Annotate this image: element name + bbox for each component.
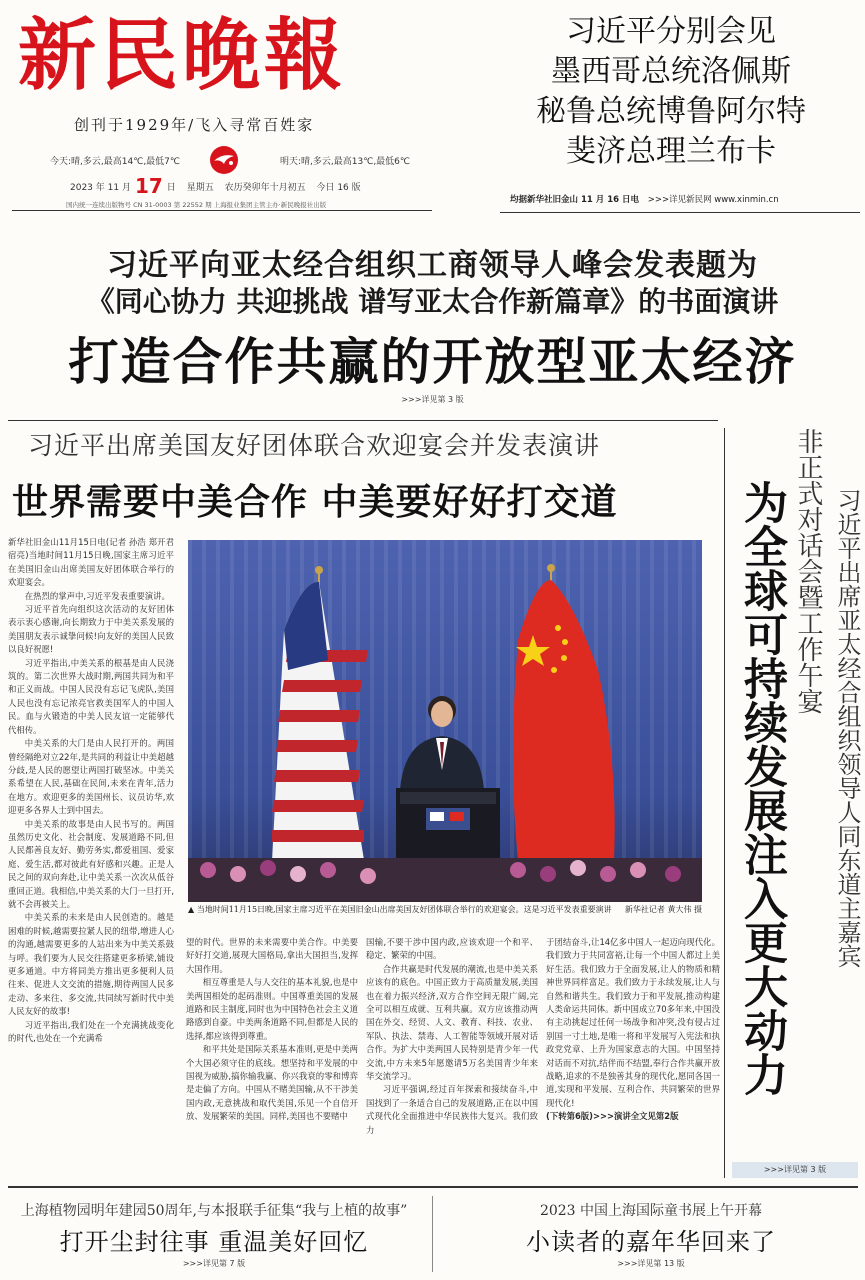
slogan: 创刊于1929年/飞入寻常百姓家 [74,116,315,134]
lunar-date: 农历癸卯年十月初五 [224,183,306,193]
top-right-line: 斐济总理兰布卡 [566,134,776,169]
flower-decoration [188,858,702,902]
article-paragraph: 于团结奋斗,让14亿多中国人一起迈向现代化。我们致力于共同富裕,让每一个中国人都过上美好生活。我们致力于全面发展,让人的物质和精神世界同样富足。我们致力于永续发展,让人与自然和谐共生。我们致力于和平发展,推动构建人类命运共同体。新中国成立70多年来,中国没有主动挑起过任何一场战争和冲突,没有侵占过别国一寸土地,是唯一将和平发展写入宪法和执政党党章、上升为国家意志的大国。中国坚持对话而不对抗,结伴而不结盟,奉行合作共赢开放战略,追求的不是独善其身的现代化,愿同各国一道,实现和平发展、互利合作、共同繁荣的世界现代化! [546,937,720,1108]
lead-divider [8,420,718,421]
article-paragraph: 中美关系的故事是由人民书写的。两国虽然历史文化、社会制度、发展道路不同,但人民都善良友好、勤劳务实,都爱祖国、爱家庭、爱生活,都对彼此有好感和兴趣。正是人民之间的双向奔赴,让中美关系一次次从低谷重回正道。我相信,中美关系的大门一旦打开,就不会再被关上。 [8,818,174,909]
weather-tomorrow: 明天:晴,多云,最高13℃,最低6℃ [280,157,411,167]
story2-subheadline: 习近平出席美国友好团体联合欢迎宴会并发表演讲 [28,431,601,460]
article-paragraph: 望的时代。世界的未来需要中美合作。中美要好好打交道,展现大国格局,拿出大国担当,发挥大国作用。 [186,937,358,974]
credit-source: 均据新华社旧金山 11 月 16 日电 [510,195,639,205]
article-paragraph: 习近平首先向组织这次活动的友好团体表示衷心感谢,向长期致力于中美关系发展的美国朋友表示诚挚问候!向友好的美国人民致以良好祝愿! [8,604,174,655]
article-paragraph: 习近平指出,中美关系的根基是由人民浇筑的。第二次世界大战时期,两国共同为和平和正义而战。中国人民没有忘记飞虎队,美国人民也没有忘记浓亮官救美国军人的中国人民。血与火锻造的中美人民友谊一定能够代代相传。 [8,657,174,735]
caption-text: ▲ 当地时间11月15日晚,国家主席习近平在美国旧金山出席美国友好团体联合举行的欢迎宴会。这是习近平发表重要演讲 [188,905,612,914]
bottom-left-ref[interactable]: >>>详见第 7 版 [182,1259,246,1268]
date-day: 17 [134,174,163,198]
article-paragraph: 和平共处是国际关系基本准则,更是中美两个大国必须守住的底线。想坚持和平发展的中国视为威胁,搞你输我赢、你兴我衰的零和博弈是走偏了方向。中国从不赌美国输,从不干涉美国内政,无意挑战和取代美国,乐见一个自信开放、发展繁荣的美国。同样,美国也不要赌中 [186,1044,358,1122]
top-right-line: 秘鲁总统博鲁阿尔特 [536,94,806,129]
article-paragraph: 中美关系的未来是由人民创造的。越是困难的时候,越需要拉紧人民的纽带,增进人心的沟通,越需要更多的人站出来为中美关系鼓与呼。我们要为人民交往搭建更多桥梁,铺设更多通道。中方将同美方推出更多便利人员往来、促进人文交流的措施,期待两国人民多走动、多来往、多交流,共同续写新时代中美人民友好的故事! [8,912,174,1017]
bottom-story-right [444,1196,858,1272]
bottom-divider [8,1186,858,1188]
article-paragraph: 习近平强调,经过百年探索和接续奋斗,中国找到了一条适合自己的发展道路,正在以中国式现代化全面推进中华民族伟大复兴。我们致力 [366,1084,538,1135]
top-right-line: 墨西哥总统洛佩斯 [551,54,791,89]
article-paragraph: 习近平指出,我们处在一个充满挑战变化的时代,也处在一个充满希 [8,1019,174,1044]
top-right-line: 习近平分别会见 [566,14,776,49]
bottom-center-divider [432,1196,433,1272]
article-column-3 [366,936,538,1148]
lead-subheadline-1: 习近平向亚太经合组织工商领导人峰会发表题为 [107,248,758,283]
weekday: 星期五 [186,183,214,193]
article-paragraph: 合作共赢是时代发展的潮流,也是中美关系应该有的底色。中国正致力于高质量发展,美国也在着力振兴经济,双方合作空间无限广阔,完全可以相互成就、互利共赢。双方应该推动两国在外交、经贸、人文、教育、科技、农业、军队、执法、禁毒、人工智能等领域开展对话合作。为扩大中美两国人民特别是青少年一代交流,中方未来5年愿邀请5万名美国青少年来华交流学习。 [366,963,538,1082]
article-column-1 [8,536,174,1148]
right-column-divider [724,428,725,1178]
registration-line: 国内统一连续出版物号 CN 31-0003 第 22552 期 上海报业集团主管主办·新民晚报社出版 [66,201,327,209]
photo-credit: 新华社记者 黄大伟 摄 [624,905,702,914]
swallow-logo-icon [208,144,240,176]
story2-headline: 世界需要中美合作 中美要好好打交道 [12,482,618,523]
bottom-left-subheadline: 上海植物园明年建园50周年,与本报联手征集“我与上植的故事” [20,1203,408,1219]
weather-today: 今天:晴,多云,最高14℃,最低7℃ [50,157,181,167]
lead-page-ref[interactable]: >>>详见第 3 版 [401,395,464,404]
bottom-right-headline: 小读者的嘉年华回来了 [526,1228,776,1256]
article-column-4 [546,936,720,1148]
article-paragraph: 国输,不要干涉中国内政,应该欢迎一个和平、稳定、繁荣的中国。 [366,937,538,961]
weather-row [50,150,440,170]
newspaper-logo: 新民晚報 [18,10,347,101]
top-divider [500,212,860,213]
right-subheadline-1: 非正式对话会暨工作午宴 [793,428,823,714]
article-column-2 [186,936,358,1148]
lead-headline: 打造合作共赢的开放型亚太经济 [68,333,797,391]
article-paragraph: 在热烈的掌声中,习近平发表重要演讲。 [24,590,170,601]
bottom-left-headline: 打开尘封往事 重温美好回忆 [59,1228,369,1256]
news-photo [188,540,702,902]
continued-ref[interactable]: (下转第6版)>>>演讲全文见第2版 [546,1111,679,1122]
bottom-right-subheadline: 2023 中国上海国际童书展上午开幕 [539,1203,763,1219]
masthead [14,4,454,208]
credit-link[interactable]: >>>详见新民网 www.xinmin.cn [647,195,779,205]
article-paragraph: 相互尊重是人与人交往的基本礼貌,也是中美两国相处的起码准则。中国尊重美国的发展道路和民主制度,同时也为中国特色社会主义道路感到自豪。中美两条道路不同,但都是人民的选择,都应该得到尊重。 [186,977,358,1041]
photo-caption [188,904,702,934]
page-count: 今日 16 版 [316,183,361,193]
top-right-credit [510,193,779,205]
masthead-divider [12,210,432,211]
date-suffix: 日 [166,183,176,193]
bottom-story-left [8,1196,420,1272]
date-prefix: 2023 年 11 月 [70,183,131,193]
article-paragraph: 中美关系的大门是由人民打开的。两国曾经隔绝对立22年,是共同的利益让中美超越分歧,是人民的愿望让两国打破坚冰。中美关系希望在人民,基础在民间,未来在青年,活力在地方。欢迎更多的美国州长、议员访华,欢迎更多各界人士到中国去。 [8,738,174,816]
lead-subheadline-2: 《同心协力 共迎挑战 谱写亚太合作新篇章》的书面演讲 [86,285,779,318]
right-headline: 为全球可持续发展注入更大动力 [736,480,787,1096]
right-page-ref[interactable]: >>>详见第 3 版 [732,1162,858,1178]
date-row [70,174,369,198]
bottom-right-ref[interactable]: >>>详见第 13 版 [617,1259,685,1268]
article-paragraph: 新华社旧金山11月15日电(记者 孙浩 郑开君 宿亮)当地时间11月15日晚,国家主席习近平在美国旧金山出席美国友好团体联合举行的欢迎宴会。 [8,537,174,588]
right-subheadline-2: 习近平出席亚太经合组织领导人同东道主嘉宾 [833,488,861,968]
top-right-headline [486,12,856,212]
